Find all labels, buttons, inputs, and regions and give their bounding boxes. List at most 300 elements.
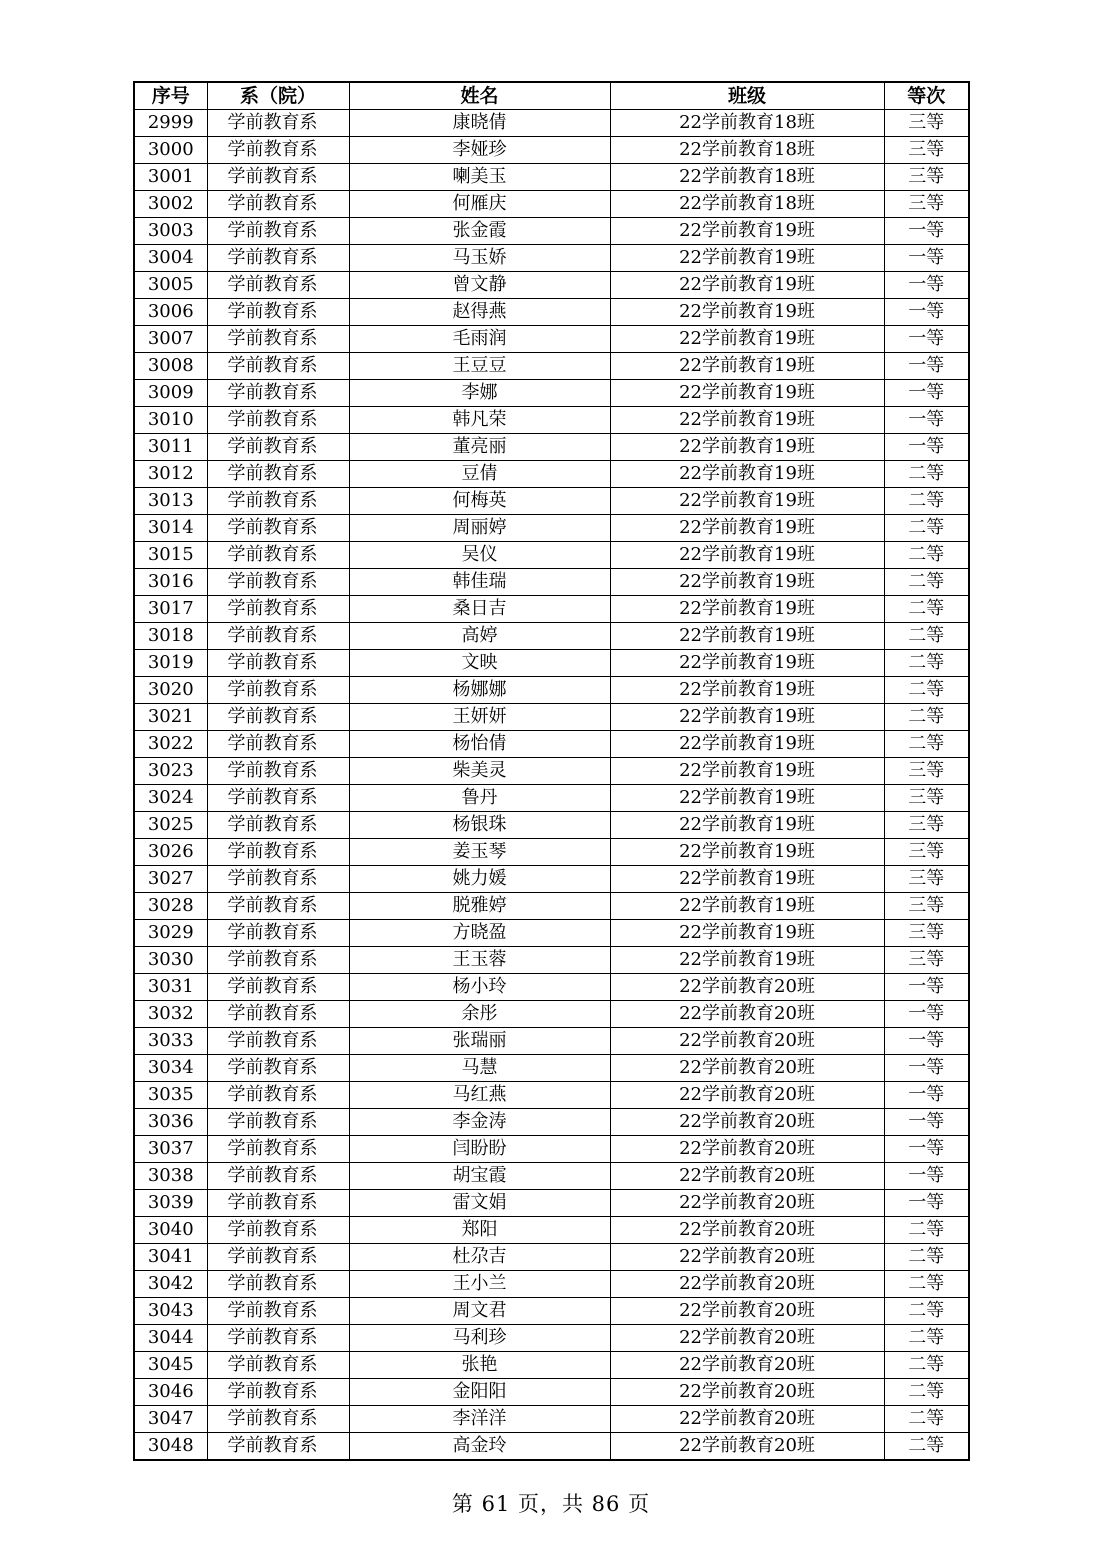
cell-grade: 一等	[884, 1055, 969, 1082]
cell-class: 22学前教育19班	[610, 704, 884, 731]
table-row	[134, 218, 969, 245]
cell-name: 李金涛	[349, 1109, 610, 1136]
cell-index: 3029	[134, 920, 207, 947]
cell-department: 学前教育系	[207, 1433, 349, 1461]
table-row	[134, 326, 969, 353]
cell-department: 学前教育系	[207, 1190, 349, 1217]
cell-grade: 二等	[884, 1352, 969, 1379]
table-row	[134, 1163, 969, 1190]
cell-grade: 二等	[884, 461, 969, 488]
cell-name: 柴美灵	[349, 758, 610, 785]
cell-grade: 一等	[884, 1136, 969, 1163]
cell-name: 何梅英	[349, 488, 610, 515]
cell-class: 22学前教育20班	[610, 1163, 884, 1190]
cell-grade: 二等	[884, 1325, 969, 1352]
table-header	[134, 82, 969, 110]
cell-name: 郑阳	[349, 1217, 610, 1244]
table-row	[134, 542, 969, 569]
cell-department: 学前教育系	[207, 245, 349, 272]
cell-class: 22学前教育19班	[610, 947, 884, 974]
cell-department: 学前教育系	[207, 1055, 349, 1082]
cell-index: 3003	[134, 218, 207, 245]
cell-name: 康晓倩	[349, 110, 610, 137]
cell-grade: 一等	[884, 326, 969, 353]
cell-class: 22学前教育19班	[610, 353, 884, 380]
cell-grade: 二等	[884, 542, 969, 569]
cell-class: 22学前教育19班	[610, 407, 884, 434]
cell-grade: 二等	[884, 1217, 969, 1244]
table-row	[134, 731, 969, 758]
cell-grade: 二等	[884, 677, 969, 704]
header-row	[134, 82, 969, 110]
cell-class: 22学前教育18班	[610, 191, 884, 218]
cell-grade: 二等	[884, 1244, 969, 1271]
cell-class: 22学前教育20班	[610, 1298, 884, 1325]
header-name: 姓名	[349, 82, 610, 110]
cell-grade: 一等	[884, 1109, 969, 1136]
cell-name: 姚力媛	[349, 866, 610, 893]
cell-department: 学前教育系	[207, 1217, 349, 1244]
cell-name: 马红燕	[349, 1082, 610, 1109]
cell-class: 22学前教育19班	[610, 731, 884, 758]
cell-class: 22学前教育18班	[610, 164, 884, 191]
table-body	[134, 110, 969, 1461]
table-row	[134, 947, 969, 974]
cell-grade: 二等	[884, 731, 969, 758]
cell-grade: 一等	[884, 1082, 969, 1109]
cell-index: 3048	[134, 1433, 207, 1461]
cell-grade: 三等	[884, 785, 969, 812]
cell-department: 学前教育系	[207, 704, 349, 731]
table-row	[134, 1298, 969, 1325]
cell-name: 金阳阳	[349, 1379, 610, 1406]
cell-class: 22学前教育19班	[610, 812, 884, 839]
table-row	[134, 596, 969, 623]
table-row	[134, 839, 969, 866]
cell-index: 3020	[134, 677, 207, 704]
cell-class: 22学前教育19班	[610, 326, 884, 353]
cell-name: 杨小玲	[349, 974, 610, 1001]
cell-name: 马利珍	[349, 1325, 610, 1352]
cell-class: 22学前教育19班	[610, 839, 884, 866]
cell-grade: 一等	[884, 218, 969, 245]
cell-index: 3041	[134, 1244, 207, 1271]
cell-index: 3024	[134, 785, 207, 812]
cell-grade: 二等	[884, 1406, 969, 1433]
cell-class: 22学前教育19班	[610, 380, 884, 407]
header-department: 系（院）	[207, 82, 349, 110]
table-row	[134, 1352, 969, 1379]
cell-index: 3011	[134, 434, 207, 461]
cell-name: 曾文静	[349, 272, 610, 299]
cell-class: 22学前教育20班	[610, 974, 884, 1001]
table-row	[134, 407, 969, 434]
cell-index: 3044	[134, 1325, 207, 1352]
cell-grade: 三等	[884, 920, 969, 947]
cell-department: 学前教育系	[207, 299, 349, 326]
table-row	[134, 191, 969, 218]
cell-index: 3023	[134, 758, 207, 785]
award-list-table	[133, 81, 970, 1461]
cell-class: 22学前教育20班	[610, 1055, 884, 1082]
cell-name: 张艳	[349, 1352, 610, 1379]
cell-grade: 三等	[884, 893, 969, 920]
cell-name: 王小兰	[349, 1271, 610, 1298]
cell-department: 学前教育系	[207, 353, 349, 380]
table-row	[134, 299, 969, 326]
cell-department: 学前教育系	[207, 1244, 349, 1271]
cell-grade: 二等	[884, 515, 969, 542]
cell-index: 3022	[134, 731, 207, 758]
cell-index: 3047	[134, 1406, 207, 1433]
table-row	[134, 569, 969, 596]
cell-grade: 一等	[884, 1001, 969, 1028]
cell-name: 文映	[349, 650, 610, 677]
cell-grade: 三等	[884, 812, 969, 839]
cell-grade: 三等	[884, 110, 969, 137]
cell-name: 杨娜娜	[349, 677, 610, 704]
cell-class: 22学前教育19班	[610, 299, 884, 326]
cell-class: 22学前教育19班	[610, 461, 884, 488]
cell-index: 3042	[134, 1271, 207, 1298]
cell-index: 3045	[134, 1352, 207, 1379]
cell-grade: 三等	[884, 758, 969, 785]
cell-department: 学前教育系	[207, 218, 349, 245]
table-row	[134, 1406, 969, 1433]
table-row	[134, 1271, 969, 1298]
cell-index: 3032	[134, 1001, 207, 1028]
cell-name: 喇美玉	[349, 164, 610, 191]
cell-grade: 一等	[884, 407, 969, 434]
table-row	[134, 1082, 969, 1109]
cell-name: 王妍妍	[349, 704, 610, 731]
cell-class: 22学前教育20班	[610, 1001, 884, 1028]
cell-department: 学前教育系	[207, 758, 349, 785]
cell-department: 学前教育系	[207, 893, 349, 920]
cell-index: 3017	[134, 596, 207, 623]
cell-department: 学前教育系	[207, 1325, 349, 1352]
page-number-text: 第 61 页，共 86 页	[451, 1492, 651, 1516]
table-row	[134, 623, 969, 650]
cell-class: 22学前教育20班	[610, 1352, 884, 1379]
cell-class: 22学前教育19班	[610, 677, 884, 704]
cell-department: 学前教育系	[207, 488, 349, 515]
cell-index: 3026	[134, 839, 207, 866]
cell-index: 3037	[134, 1136, 207, 1163]
cell-name: 周文君	[349, 1298, 610, 1325]
cell-index: 3040	[134, 1217, 207, 1244]
cell-department: 学前教育系	[207, 1028, 349, 1055]
cell-class: 22学前教育19班	[610, 434, 884, 461]
cell-name: 周丽婷	[349, 515, 610, 542]
table-row	[134, 1028, 969, 1055]
cell-name: 桑日吉	[349, 596, 610, 623]
table-row	[134, 758, 969, 785]
cell-department: 学前教育系	[207, 515, 349, 542]
cell-department: 学前教育系	[207, 1001, 349, 1028]
cell-index: 3005	[134, 272, 207, 299]
cell-name: 王豆豆	[349, 353, 610, 380]
cell-class: 22学前教育20班	[610, 1217, 884, 1244]
cell-department: 学前教育系	[207, 569, 349, 596]
cell-department: 学前教育系	[207, 1163, 349, 1190]
table-row	[134, 1136, 969, 1163]
cell-grade: 二等	[884, 569, 969, 596]
cell-department: 学前教育系	[207, 164, 349, 191]
cell-index: 3021	[134, 704, 207, 731]
cell-grade: 三等	[884, 164, 969, 191]
table-row	[134, 1379, 969, 1406]
cell-name: 董亮丽	[349, 434, 610, 461]
cell-class: 22学前教育20班	[610, 1244, 884, 1271]
cell-grade: 一等	[884, 1163, 969, 1190]
cell-index: 3033	[134, 1028, 207, 1055]
cell-class: 22学前教育19班	[610, 623, 884, 650]
cell-class: 22学前教育19班	[610, 245, 884, 272]
cell-name: 张金霞	[349, 218, 610, 245]
table-row	[134, 137, 969, 164]
cell-class: 22学前教育19班	[610, 488, 884, 515]
cell-name: 何雁庆	[349, 191, 610, 218]
cell-grade: 三等	[884, 866, 969, 893]
table-row	[134, 1109, 969, 1136]
page-footer	[0, 1488, 1102, 1518]
cell-department: 学前教育系	[207, 677, 349, 704]
cell-grade: 二等	[884, 1433, 969, 1461]
cell-department: 学前教育系	[207, 272, 349, 299]
cell-class: 22学前教育20班	[610, 1028, 884, 1055]
cell-grade: 二等	[884, 650, 969, 677]
cell-name: 高婷	[349, 623, 610, 650]
cell-department: 学前教育系	[207, 974, 349, 1001]
cell-department: 学前教育系	[207, 839, 349, 866]
cell-department: 学前教育系	[207, 947, 349, 974]
cell-name: 吴仪	[349, 542, 610, 569]
cell-grade: 三等	[884, 839, 969, 866]
cell-grade: 一等	[884, 380, 969, 407]
cell-grade: 一等	[884, 974, 969, 1001]
table-row	[134, 1244, 969, 1271]
table-row	[134, 1001, 969, 1028]
cell-department: 学前教育系	[207, 407, 349, 434]
cell-name: 赵得燕	[349, 299, 610, 326]
cell-index: 3001	[134, 164, 207, 191]
cell-index: 3034	[134, 1055, 207, 1082]
cell-index: 3000	[134, 137, 207, 164]
table-row	[134, 920, 969, 947]
cell-index: 3038	[134, 1163, 207, 1190]
cell-department: 学前教育系	[207, 1109, 349, 1136]
header-class: 班级	[610, 82, 884, 110]
cell-class: 22学前教育20班	[610, 1082, 884, 1109]
cell-class: 22学前教育19班	[610, 920, 884, 947]
cell-index: 3012	[134, 461, 207, 488]
cell-index: 3036	[134, 1109, 207, 1136]
table-row	[134, 164, 969, 191]
table-row	[134, 650, 969, 677]
table-row	[134, 515, 969, 542]
cell-name: 张瑞丽	[349, 1028, 610, 1055]
cell-department: 学前教育系	[207, 785, 349, 812]
cell-department: 学前教育系	[207, 1082, 349, 1109]
cell-department: 学前教育系	[207, 1271, 349, 1298]
table-row	[134, 785, 969, 812]
cell-index: 3019	[134, 650, 207, 677]
cell-class: 22学前教育20班	[610, 1379, 884, 1406]
table-row	[134, 812, 969, 839]
cell-index: 3027	[134, 866, 207, 893]
cell-class: 22学前教育19班	[610, 515, 884, 542]
cell-class: 22学前教育19班	[610, 542, 884, 569]
table-row	[134, 1217, 969, 1244]
cell-department: 学前教育系	[207, 1352, 349, 1379]
cell-name: 李洋洋	[349, 1406, 610, 1433]
cell-class: 22学前教育20班	[610, 1433, 884, 1461]
cell-class: 22学前教育18班	[610, 137, 884, 164]
table-row	[134, 110, 969, 137]
cell-index: 3015	[134, 542, 207, 569]
cell-index: 3004	[134, 245, 207, 272]
cell-grade: 一等	[884, 434, 969, 461]
cell-name: 高金玲	[349, 1433, 610, 1461]
table-row	[134, 434, 969, 461]
table-row	[134, 677, 969, 704]
cell-class: 22学前教育20班	[610, 1136, 884, 1163]
cell-grade: 二等	[884, 1271, 969, 1298]
cell-grade: 二等	[884, 596, 969, 623]
cell-name: 雷文娟	[349, 1190, 610, 1217]
cell-class: 22学前教育19班	[610, 893, 884, 920]
table-row	[134, 1055, 969, 1082]
cell-name: 余彤	[349, 1001, 610, 1028]
cell-index: 3014	[134, 515, 207, 542]
cell-class: 22学前教育19班	[610, 596, 884, 623]
table-row	[134, 893, 969, 920]
table-row	[134, 353, 969, 380]
cell-department: 学前教育系	[207, 326, 349, 353]
cell-name: 闫盼盼	[349, 1136, 610, 1163]
cell-department: 学前教育系	[207, 623, 349, 650]
cell-grade: 三等	[884, 191, 969, 218]
cell-index: 3043	[134, 1298, 207, 1325]
cell-index: 3016	[134, 569, 207, 596]
cell-index: 3009	[134, 380, 207, 407]
cell-department: 学前教育系	[207, 191, 349, 218]
cell-class: 22学前教育19班	[610, 569, 884, 596]
table-row	[134, 974, 969, 1001]
cell-department: 学前教育系	[207, 812, 349, 839]
cell-class: 22学前教育20班	[610, 1406, 884, 1433]
cell-name: 鲁丹	[349, 785, 610, 812]
cell-name: 胡宝霞	[349, 1163, 610, 1190]
cell-department: 学前教育系	[207, 137, 349, 164]
cell-name: 杨银珠	[349, 812, 610, 839]
cell-name: 杨怡倩	[349, 731, 610, 758]
cell-class: 22学前教育19班	[610, 650, 884, 677]
cell-class: 22学前教育19班	[610, 866, 884, 893]
cell-class: 22学前教育20班	[610, 1109, 884, 1136]
cell-name: 豆倩	[349, 461, 610, 488]
cell-class: 22学前教育20班	[610, 1271, 884, 1298]
cell-index: 3006	[134, 299, 207, 326]
table-row	[134, 488, 969, 515]
table-row	[134, 461, 969, 488]
cell-name: 李娅珍	[349, 137, 610, 164]
cell-department: 学前教育系	[207, 110, 349, 137]
table-row	[134, 704, 969, 731]
cell-department: 学前教育系	[207, 1298, 349, 1325]
cell-index: 3030	[134, 947, 207, 974]
cell-index: 3010	[134, 407, 207, 434]
cell-index: 3013	[134, 488, 207, 515]
cell-department: 学前教育系	[207, 731, 349, 758]
cell-department: 学前教育系	[207, 920, 349, 947]
cell-name: 韩佳瑞	[349, 569, 610, 596]
table-row	[134, 245, 969, 272]
table-row	[134, 272, 969, 299]
table-row	[134, 1433, 969, 1461]
cell-name: 马玉娇	[349, 245, 610, 272]
cell-grade: 一等	[884, 1190, 969, 1217]
cell-index: 2999	[134, 110, 207, 137]
cell-grade: 三等	[884, 137, 969, 164]
cell-department: 学前教育系	[207, 434, 349, 461]
cell-department: 学前教育系	[207, 1406, 349, 1433]
cell-index: 3031	[134, 974, 207, 1001]
table-row	[134, 1190, 969, 1217]
cell-department: 学前教育系	[207, 461, 349, 488]
cell-index: 3008	[134, 353, 207, 380]
cell-name: 马慧	[349, 1055, 610, 1082]
cell-name: 杜尕吉	[349, 1244, 610, 1271]
cell-class: 22学前教育19班	[610, 272, 884, 299]
cell-index: 3025	[134, 812, 207, 839]
cell-grade: 一等	[884, 245, 969, 272]
cell-index: 3018	[134, 623, 207, 650]
cell-grade: 一等	[884, 272, 969, 299]
cell-name: 韩凡荣	[349, 407, 610, 434]
cell-department: 学前教育系	[207, 650, 349, 677]
cell-index: 3035	[134, 1082, 207, 1109]
cell-grade: 二等	[884, 488, 969, 515]
cell-department: 学前教育系	[207, 1136, 349, 1163]
cell-class: 22学前教育19班	[610, 785, 884, 812]
cell-department: 学前教育系	[207, 866, 349, 893]
cell-department: 学前教育系	[207, 1379, 349, 1406]
cell-index: 3046	[134, 1379, 207, 1406]
cell-grade: 二等	[884, 704, 969, 731]
cell-class: 22学前教育20班	[610, 1325, 884, 1352]
cell-index: 3028	[134, 893, 207, 920]
cell-class: 22学前教育18班	[610, 110, 884, 137]
cell-grade: 一等	[884, 299, 969, 326]
cell-class: 22学前教育20班	[610, 1190, 884, 1217]
cell-department: 学前教育系	[207, 542, 349, 569]
cell-name: 姜玉琴	[349, 839, 610, 866]
cell-name: 方晓盈	[349, 920, 610, 947]
cell-index: 3002	[134, 191, 207, 218]
header-index: 序号	[134, 82, 207, 110]
cell-grade: 二等	[884, 1379, 969, 1406]
cell-grade: 一等	[884, 1028, 969, 1055]
cell-name: 李娜	[349, 380, 610, 407]
cell-name: 毛雨润	[349, 326, 610, 353]
table-row	[134, 866, 969, 893]
cell-department: 学前教育系	[207, 380, 349, 407]
cell-grade: 二等	[884, 1298, 969, 1325]
cell-department: 学前教育系	[207, 596, 349, 623]
cell-index: 3007	[134, 326, 207, 353]
